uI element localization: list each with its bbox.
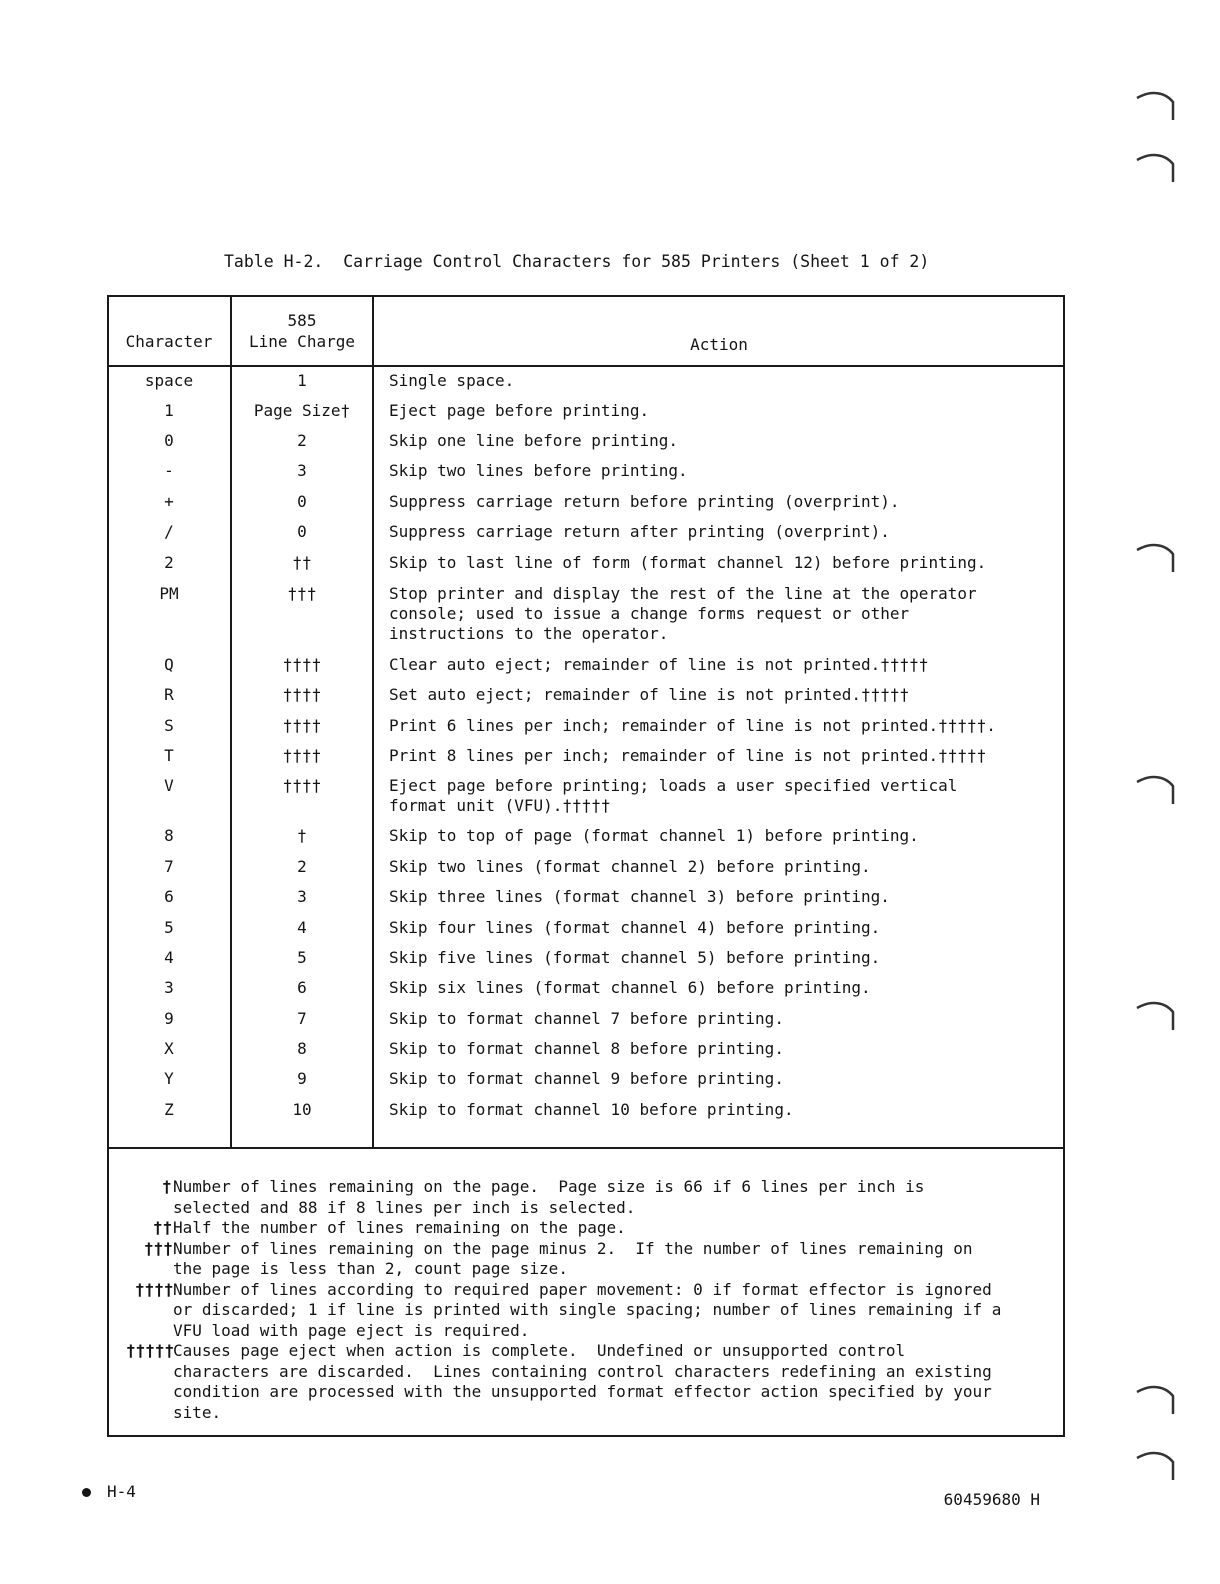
row-character: Z: [164, 1100, 174, 1119]
footnote: [109, 1239, 1063, 1280]
row-character: PM: [159, 584, 179, 603]
row-character: X: [164, 1039, 174, 1058]
binder-ring-icon: [1133, 1382, 1179, 1416]
row-character: 5: [164, 918, 174, 937]
header-line-charge-bottom: Line Charge: [249, 332, 355, 351]
binder-ring-icon: [1133, 772, 1179, 806]
row-action: Stop printer and display the rest of the line at the operator console; used to issue a change forms request or other instructions to the operator.: [389, 584, 977, 643]
row-character: +: [164, 492, 174, 511]
row-action: Skip to format channel 9 before printing.: [389, 1069, 784, 1088]
row-line-charge: 8: [297, 1039, 307, 1058]
row-character: T: [164, 746, 174, 765]
row-line-charge: ††: [292, 553, 312, 572]
row-line-charge: 7: [297, 1009, 307, 1028]
row-line-charge: 2: [297, 431, 307, 450]
row-character: 3: [164, 978, 174, 997]
row-character: 4: [164, 948, 174, 967]
row-action: Skip to format channel 8 before printing.: [389, 1039, 784, 1058]
footnote: [109, 1280, 1063, 1342]
row-line-charge: 6: [297, 978, 307, 997]
binder-ring-icon: [1133, 88, 1179, 122]
row-character: R: [164, 685, 174, 704]
row-action: Print 6 lines per inch; remainder of line is not printed.†††††.: [389, 716, 996, 735]
page-number: H-4: [107, 1482, 136, 1501]
row-line-charge: ††††: [282, 746, 322, 765]
row-line-charge: ††††: [282, 716, 322, 735]
document-number: 60459680 H: [943, 1490, 1040, 1509]
footnote-mark: †††††: [126, 1341, 175, 1360]
header-divider: [109, 365, 1063, 367]
row-action: Skip two lines before printing.: [389, 461, 688, 480]
row-character: V: [164, 776, 174, 795]
row-action: Eject page before printing; loads a user specified vertical format unit (VFU).†††††: [389, 776, 958, 815]
row-character: 1: [164, 401, 174, 420]
row-action: Skip one line before printing.: [389, 431, 678, 450]
row-action: Eject page before printing.: [389, 401, 650, 420]
row-action: Skip three lines (format channel 3) before printing.: [389, 887, 890, 906]
row-character: -: [164, 461, 174, 480]
row-action: Skip to top of page (format channel 1) before printing.: [389, 826, 919, 845]
header-line-charge-top: 585: [287, 311, 317, 330]
row-line-charge: ††††: [282, 685, 322, 704]
footnote: [109, 1341, 1063, 1423]
row-line-charge: ††††: [282, 655, 322, 674]
page-footer-left: [82, 1482, 136, 1501]
row-line-charge: 0: [297, 492, 307, 511]
row-action: Set auto eject; remainder of line is not printed.†††††: [389, 685, 910, 704]
row-line-charge: 3: [297, 461, 307, 480]
footnote-text: Number of lines according to required paper movement: 0 if format effector is ignored or discarded; 1 if line is printed with single spacing; number of lines remaining if a VFU load with page eject is required.: [173, 1279, 1002, 1340]
row-line-charge: 5: [297, 948, 307, 967]
header-action: Action: [690, 335, 748, 354]
row-character: 2: [164, 553, 174, 572]
row-character: /: [164, 522, 174, 541]
row-line-charge: Page Size†: [253, 401, 351, 420]
table-caption: Table H-2. Carriage Control Characters for 585 Printers (Sheet 1 of 2): [224, 252, 930, 271]
row-character: S: [164, 716, 174, 735]
row-action: Clear auto eject; remainder of line is not printed.†††††: [389, 655, 929, 674]
row-action: Skip six lines (format channel 6) before printing.: [389, 978, 871, 997]
row-character: 7: [164, 857, 174, 876]
footnote: [109, 1177, 1063, 1218]
row-line-charge: †: [297, 826, 307, 845]
row-action: Suppress carriage return after printing (overprint).: [389, 522, 890, 541]
footnote-text: Causes page eject when action is complete. Undefined or unsupported control characters are discarded. Lines containing control characters redefining an existing condition are processed with the unsupported format effector action specified by your site.: [173, 1341, 992, 1422]
binder-ring-icon: [1133, 540, 1179, 574]
carriage-control-table: [107, 295, 1065, 1437]
row-line-charge: 1: [297, 371, 307, 390]
bullet-icon: [82, 1488, 91, 1497]
row-line-charge: 3: [297, 887, 307, 906]
footnote-mark: †††: [144, 1238, 173, 1258]
row-action: Suppress carriage return before printing (overprint).: [389, 492, 900, 511]
footnote-text: Half the number of lines remaining on the page.: [173, 1218, 626, 1237]
row-action: Skip two lines (format channel 2) before printing.: [389, 857, 871, 876]
row-action: Skip to format channel 10 before printing.: [389, 1100, 794, 1119]
footnote-divider: [109, 1147, 1063, 1149]
row-character: Q: [164, 655, 174, 674]
footnote-mark: ††: [153, 1218, 173, 1237]
row-line-charge: †††: [287, 584, 317, 603]
row-action: Print 8 lines per inch; remainder of line is not printed.†††††: [389, 746, 987, 765]
binder-ring-icon: [1133, 1448, 1179, 1482]
footnote-text: Number of lines remaining on the page minus 2. If the number of lines remaining on the page is less than 2, count page size.: [173, 1238, 973, 1278]
binder-ring-icon: [1133, 150, 1179, 184]
row-action: Skip to last line of form (format channel 12) before printing.: [389, 553, 987, 572]
footnote-text: Number of lines remaining on the page. Page size is 66 if 6 lines per inch is selected and 88 if 8 lines per inch is selected.: [173, 1177, 925, 1217]
row-character: space: [144, 371, 194, 390]
row-line-charge: 2: [297, 857, 307, 876]
binder-ring-icon: [1133, 998, 1179, 1032]
row-line-charge: 4: [297, 918, 307, 937]
row-character: 6: [164, 887, 174, 906]
row-character: 9: [164, 1009, 174, 1028]
footnote-mark: ††††: [135, 1279, 174, 1299]
footnote-mark: †: [162, 1177, 172, 1196]
row-line-charge: 10: [292, 1100, 312, 1119]
row-character: Y: [164, 1069, 174, 1088]
row-action: Skip to format channel 7 before printing.: [389, 1009, 784, 1028]
row-line-charge: 0: [297, 522, 307, 541]
row-action: Skip four lines (format channel 4) before printing.: [389, 918, 881, 937]
row-action: Skip five lines (format channel 5) before printing.: [389, 948, 881, 967]
header-character: Character: [125, 332, 213, 351]
row-character: 0: [164, 431, 174, 450]
row-character: 8: [164, 826, 174, 845]
row-action: Single space.: [389, 371, 515, 390]
row-line-charge: 9: [297, 1069, 307, 1088]
footnote: [109, 1218, 1063, 1239]
footnotes: [109, 1177, 1063, 1423]
row-line-charge: ††††: [282, 776, 322, 795]
